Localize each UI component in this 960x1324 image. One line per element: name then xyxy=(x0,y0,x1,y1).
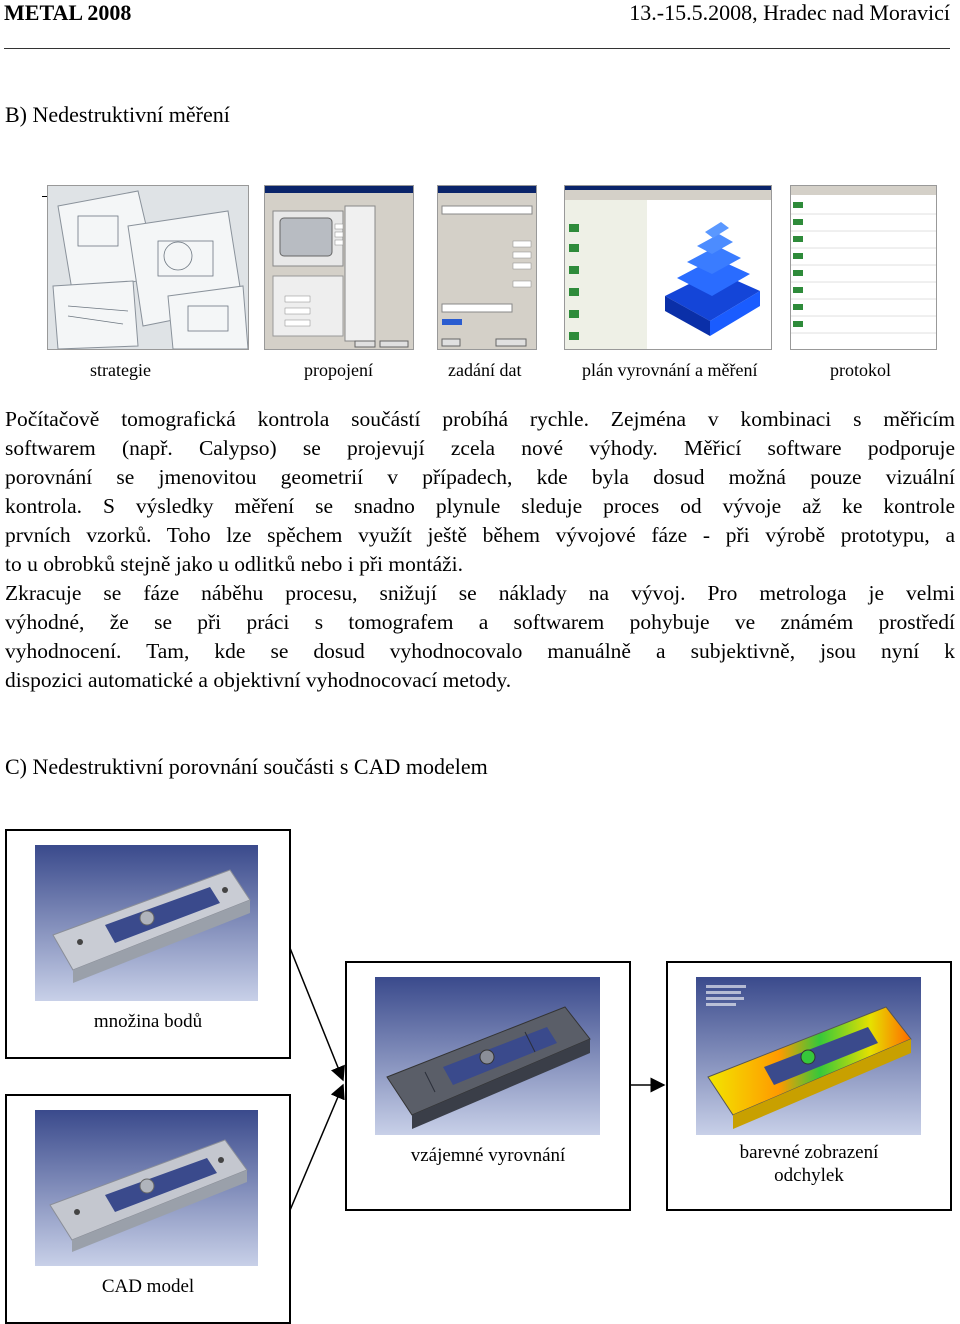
alignment-label: vzájemné vyrovnání xyxy=(410,1145,566,1166)
cad-model-box xyxy=(5,1094,291,1324)
paragraph-line: Zkracuje se fáze náběhu procesu, snižují se náklady na vývoj. Pro metrologa je velmi xyxy=(5,581,955,605)
paragraph-line: porovnání se jmenovitou geometrií v případech, kde byla dosud možná pouze vizuální xyxy=(5,465,955,489)
point-cloud-label: množina bodů xyxy=(93,1011,203,1032)
deviation-label-line-1: barevné zobrazení xyxy=(739,1142,879,1163)
conference-title: METAL 2008 xyxy=(4,0,132,25)
alignment-render xyxy=(375,977,600,1135)
deviation-label xyxy=(668,1141,950,1187)
cad-model-label: CAD model xyxy=(101,1276,195,1297)
section-c-title: C) Nedestruktivní porovnání součásti s CAD modelem xyxy=(5,754,488,779)
paragraph-line: vyhodnocení. Tam, kde se dosud vyhodnocovalo manuálně a subjektivně, jsou nyní k xyxy=(5,639,955,663)
caption-data-entry: zadání dat xyxy=(448,360,522,380)
caption-connection: propojení xyxy=(304,360,373,380)
point-cloud-render xyxy=(35,845,258,1001)
paragraph-line: Počítačově tomografická kontrola součástí probíhá rychle. Zejména v kombinaci s měřicím xyxy=(5,407,955,431)
alignment-box xyxy=(345,961,631,1211)
paragraph-line: kontrola. S výsledky měření se snadno plynule sleduje proces od vývoje až ke kontrole xyxy=(5,494,955,518)
caption-protocol: protokol xyxy=(830,360,891,380)
paragraph-line: výhodné, že se při práci s tomografem a softwarem pohybuje ve známém prostředí xyxy=(5,610,955,634)
deviation-render xyxy=(696,977,921,1135)
paragraph-line: prvních vzorků. Toho lze spěchem využít ještě během vývojové fáze - při výrobě prototypu, a xyxy=(5,523,955,547)
caption-alignment-plan: plán vyrovnání a měření xyxy=(582,360,758,380)
caption-strategy: strategie xyxy=(90,360,151,380)
paragraph-line: to u obrobků stejně jako u odlitků nebo i při montáži. xyxy=(5,552,463,576)
paragraph-line: softwarem (např. Calypso) se projevují zcela nové výhody. Měřicí software podporuje xyxy=(5,436,955,460)
conference-date-place: 13.-15.5.2008, Hradec nad Moravicí xyxy=(629,0,950,25)
section-b-title: B) Nedestruktivní měření xyxy=(5,102,230,127)
deviation-label-line-2: odchylek xyxy=(774,1165,844,1186)
point-cloud-box xyxy=(5,829,291,1059)
deviation-box xyxy=(666,961,952,1211)
cad-model-render xyxy=(35,1110,258,1266)
paragraph-line: dispozici automatické a objektivní vyhodnocovací metody. xyxy=(5,668,512,692)
